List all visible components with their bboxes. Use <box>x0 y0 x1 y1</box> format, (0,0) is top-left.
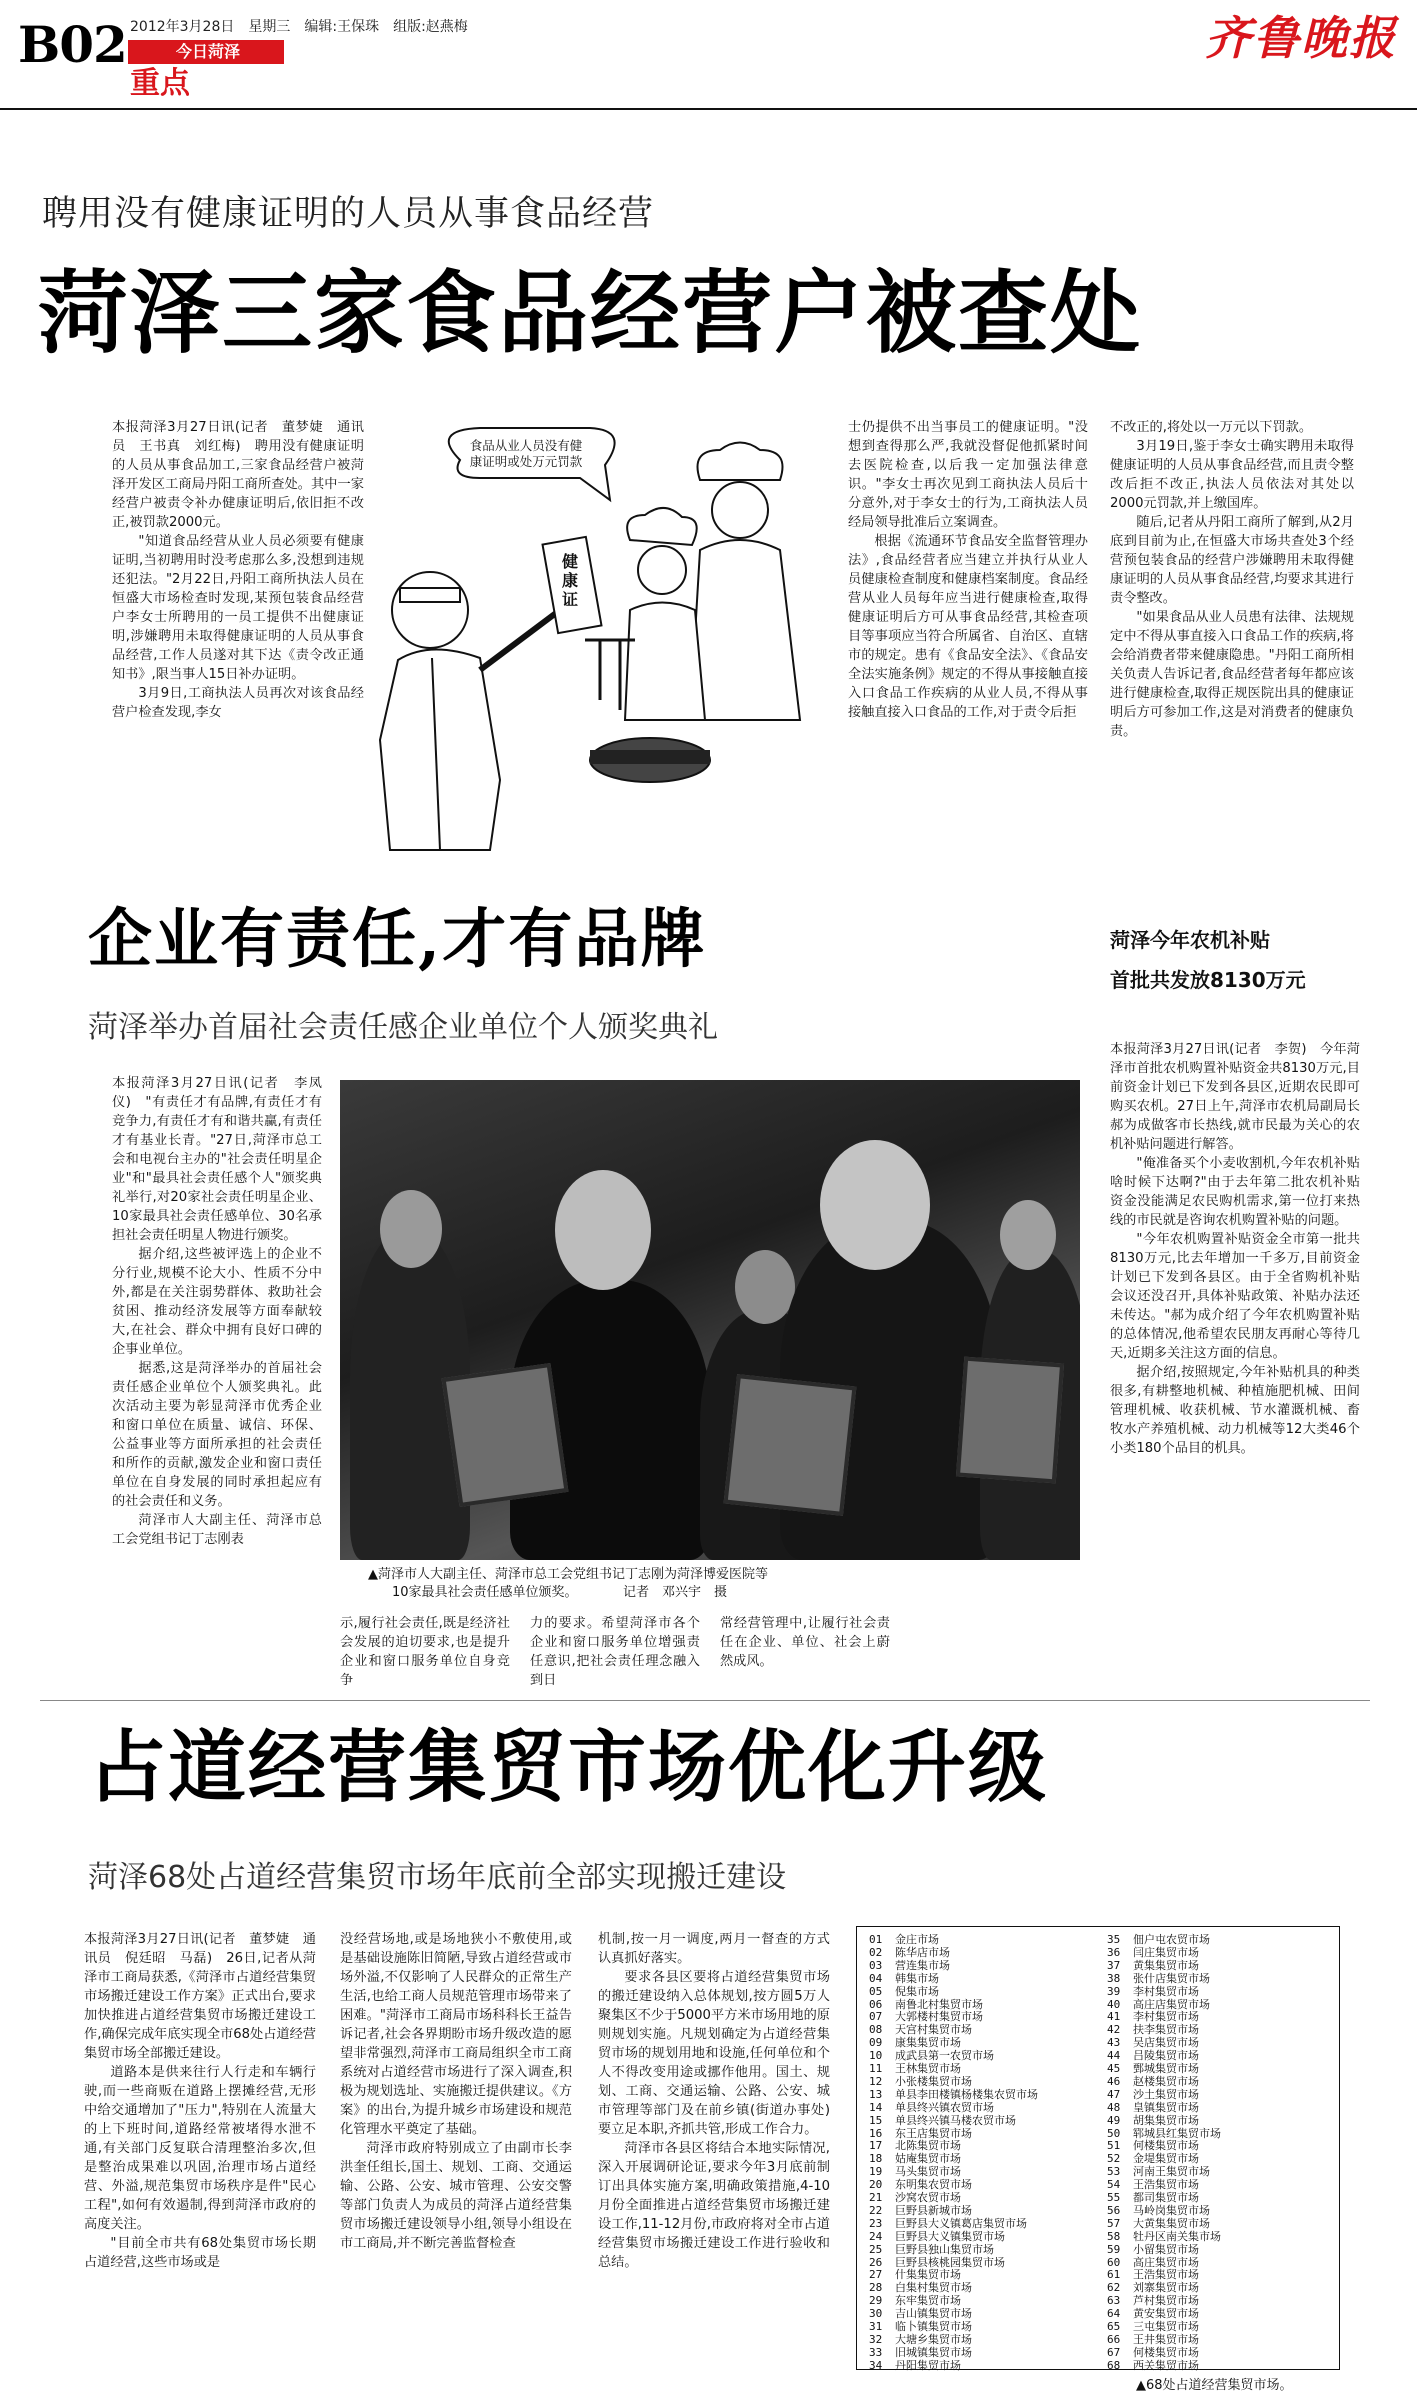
story1-col3 <box>1110 418 1354 858</box>
story1-paragraph: 士仍提供不出当事员工的健康证明。"没想到查得那么严,我就没督促他抓紧时间去医院检查,以后我一定加强法律意识。"李女士再次见到工商执法人员后十分意外,对于李女士的行为,工商执法人员经局领导批准后立案调查。 <box>848 420 1088 530</box>
market-number: 30 <box>869 2307 883 2321</box>
market-number: 12 <box>869 2074 883 2088</box>
story3-paragraph: 菏泽市各县区将结合本地实际情况,深入开展调研论证,要求今年3月底前制订出具体实施方案,明确政策措施,4-10月份全面推进占道经营集贸市场搬迁建设工作,11-12月份,市政府将对全市占道经营集贸市场搬迁建设工作进行验收和总结。 <box>598 2141 830 2270</box>
story2-headline: 企业有责任,才有品牌 <box>88 902 707 977</box>
market-number: 67 <box>1107 2345 1121 2359</box>
market-list-item <box>1107 2333 1199 2346</box>
market-number: 04 <box>869 1971 883 1985</box>
market-number: 20 <box>869 2178 883 2192</box>
market-number: 22 <box>869 2203 883 2217</box>
story3-paragraph: 要求各县区要将占道经营集贸市场的搬迁建设纳入总体规划,按方圆5万人聚集区不少于5000平方米市场用地的原则规划实施。凡规划确定为占道经营集贸市场的规划用地和设施,任何单位和个人不得改变用途或挪作他用。国土、规划、工商、交通运输、公路、公安、城市管理等部门及在前乡镇(街道办事处)要立足本职,齐抓共管,形成工作合力。 <box>598 1970 830 2137</box>
story3-col2 <box>340 1930 572 2390</box>
cartoon-license-label: 健康证 <box>562 552 579 609</box>
market-name: 刘寨集贸市场 <box>1133 2281 1199 2295</box>
market-name: 王浩集贸市场 <box>1133 2178 1199 2192</box>
story1-paragraph: "知道食品经营从业人员必须要有健康证明,当初聘用时没考虑那么多,没想到违规还犯法。"2月22日,丹阳工商所执法人员在恒盛大市场检查时发现,某预包装食品经营户李女士所聘用的一员工提供不出健康证明,涉嫌聘用未取得健康证明的人员从事食品经营,工作人员遂对其下达《责令改正通知书》,限当事人15日补办证明。 <box>112 534 364 682</box>
market-number: 09 <box>869 2036 883 2050</box>
story3-subhead: 菏泽68处占道经营集贸市场年底前全部实现搬迁建设 <box>88 1860 787 1895</box>
sidebar-title-line2: 首批共发放8130万元 <box>1110 968 1306 992</box>
cartoon-illustration <box>370 420 830 860</box>
market-name: 大塘乡集贸市场 <box>895 2332 972 2346</box>
market-name: 都司集贸市场 <box>1133 2191 1199 2204</box>
market-number: 50 <box>1107 2126 1121 2140</box>
market-name: 成武县第一农贸市场 <box>895 2049 994 2063</box>
market-number: 31 <box>869 2320 883 2333</box>
paper-name: 齐鲁晚报 <box>1205 11 1397 65</box>
story2-bottom-col2: 力的要求。希望菏泽市各个企业和窗口服务单位增强责任意识,把社会责任理念融入到日 <box>530 1616 700 1688</box>
market-number: 41 <box>1107 2010 1121 2024</box>
date-line: 2012年3月28日 星期三 编辑:王保珠 组版:赵燕梅 <box>130 19 468 35</box>
market-list-item <box>869 2114 1016 2127</box>
story1-paragraph: 根据《流通环节食品安全监督管理办法》,食品经营者应当建立并执行从业人员健康检查制度和健康档案制度。食品经营从业人员每年应当进行健康检查,取得健康证明后方可从事食品经营,其检查项目等事项应当符合所属省、自治区、直辖市的规定。患有《食品安全法》、《食品安全法实施条例》规定的不得从事接触直接入口食品工作疾病的从业人员,不得从事接触直接入口食品的工作,对于责令后拒 <box>848 534 1088 720</box>
market-list-item <box>1107 2036 1199 2049</box>
market-list-item <box>869 2139 961 2152</box>
sidebar-title <box>1110 920 1370 1000</box>
market-name: 韩集市场 <box>895 1971 939 1985</box>
market-number: 52 <box>1107 2152 1121 2166</box>
story1-headline: 菏泽三家食品经营户被查处 <box>38 260 1142 366</box>
market-number: 35 <box>1107 1933 1121 1946</box>
market-name: 李村集贸市场 <box>1133 2010 1199 2024</box>
market-name: 吉山镇集贸市场 <box>895 2307 972 2321</box>
story1-col1 <box>112 418 364 858</box>
market-number: 60 <box>1107 2255 1121 2269</box>
story3-col3 <box>598 1930 830 2390</box>
market-number: 44 <box>1107 2049 1121 2063</box>
market-list-item <box>869 2307 972 2320</box>
market-name: 小留集贸市场 <box>1133 2242 1199 2256</box>
photo-caption-line1: ▲菏泽市人大副主任、菏泽市总工会党组书记丁志刚为菏泽博爱医院等 <box>368 1567 768 1582</box>
market-name: 陈华店市场 <box>895 1945 950 1959</box>
market-box-caption: ▲68处占道经营集贸市场。 <box>1136 2378 1293 2393</box>
market-list-item <box>1107 2023 1199 2036</box>
section-tag: 今日菏泽 <box>128 40 284 64</box>
market-name: 什集集贸市场 <box>895 2268 961 2282</box>
market-list-item <box>869 2333 972 2346</box>
market-number: 62 <box>1107 2281 1121 2295</box>
market-list-item <box>1107 1946 1199 1959</box>
market-list-item <box>1107 2049 1199 2062</box>
market-list-item <box>1107 2088 1199 2101</box>
story1-paragraph: 不改正的,将处以一万元以下罚款。 <box>1110 420 1313 435</box>
market-list-item <box>1107 2346 1199 2359</box>
market-name: 王浩集贸市场 <box>1133 2268 1199 2282</box>
story2-paragraph: 本报菏泽3月27日讯(记者 李凤仪) "有责任才有品牌,有责任才有竞争力,有责任才有和谐共赢,有责任才有基业长青。"27日,菏泽市总工会和电视台主办的"社会责任明星企业"和"最具社会责任感个人"颁奖典礼举行,对20家社会责任明星企业、10家最具社会责任感单位、30名承担社会责任明星人物进行颁奖。 <box>112 1076 322 1243</box>
market-name: 旧城镇集贸市场 <box>895 2345 972 2359</box>
market-list-item <box>1107 2320 1199 2333</box>
market-number: 05 <box>869 1984 883 1998</box>
market-number: 48 <box>1107 2100 1121 2114</box>
market-list-item <box>869 2217 1027 2230</box>
story2-col1 <box>112 1074 322 1650</box>
market-number: 56 <box>1107 2203 1121 2217</box>
market-list-item <box>1107 2010 1199 2023</box>
market-list-item <box>1107 2243 1199 2256</box>
market-list-item <box>1107 2294 1199 2307</box>
market-name: 金庄市场 <box>895 1933 939 1946</box>
market-name: 南鲁北村集贸市场 <box>895 1997 983 2011</box>
market-number: 36 <box>1107 1945 1121 1959</box>
market-number: 13 <box>869 2087 883 2101</box>
story1-paragraph: 本报菏泽3月27日讯(记者 董梦婕 通讯员 王书真 刘红梅) 聘用没有健康证明的人员从事食品加工,三家食品经营户被菏泽开发区工商局丹阳工商所查处。其中一家经营户被责令补办健康证明后,依旧拒不改正,被罚款2000元。 <box>112 420 364 530</box>
market-name: 小张楼集贸市场 <box>895 2074 972 2088</box>
story1-kicker: 聘用没有健康证明的人员从事食品经营 <box>42 194 655 234</box>
market-name: 巨野县核桃园集贸市场 <box>895 2255 1005 2269</box>
market-number: 55 <box>1107 2191 1121 2204</box>
market-number: 23 <box>869 2216 883 2230</box>
market-name: 黄安集贸市场 <box>1133 2307 1199 2321</box>
market-list-item <box>1107 2152 1199 2165</box>
market-number: 51 <box>1107 2139 1121 2153</box>
market-list-item <box>869 2243 994 2256</box>
market-name: 营连集市场 <box>895 1958 950 1972</box>
market-list-item <box>869 2281 972 2294</box>
market-list-item <box>869 1998 983 2011</box>
story3-paragraph: 机制,按一月一调度,两月一督查的方式认真抓好落实。 <box>598 1932 830 1966</box>
market-list-item <box>869 2256 1005 2269</box>
market-list-item <box>869 2062 961 2075</box>
market-number: 03 <box>869 1958 883 1972</box>
market-name: 胡集集贸市场 <box>1133 2113 1199 2127</box>
market-number: 27 <box>869 2268 883 2282</box>
market-number: 01 <box>869 1933 883 1946</box>
market-name: 单县终兴镇马楼农贸市场 <box>895 2113 1016 2127</box>
market-list-item <box>869 2320 972 2333</box>
market-name: 临卜镇集贸市场 <box>895 2320 972 2333</box>
market-number: 64 <box>1107 2307 1121 2321</box>
market-name: 马岭岗集贸市场 <box>1133 2203 1210 2217</box>
market-name: 吕陵集贸市场 <box>1133 2049 1199 2063</box>
market-list-item <box>1107 1998 1210 2011</box>
market-list-item <box>1107 2204 1210 2217</box>
market-name: 张什店集贸市场 <box>1133 1971 1210 1985</box>
market-list-item <box>1107 2165 1210 2178</box>
market-number: 38 <box>1107 1971 1121 1985</box>
market-list-item <box>869 2101 994 2114</box>
market-name: 黄集集贸市场 <box>1133 1958 1199 1972</box>
story1-paragraph: 3月9日,工商执法人员再次对该食品经营户检查发现,李女 <box>112 686 364 720</box>
market-name: 李村集贸市场 <box>1133 1984 1199 1998</box>
market-number: 37 <box>1107 1958 1121 1972</box>
sidebar-paragraph: "今年农机购置补贴资金全市第一批共8130万元,比去年增加一千多万,目前资金计划已下发到各县区。由于全省购机补贴会议还没召开,具体补贴政策、补贴办法还未传达。"郝为成介绍了今年农机购置补贴的总体情况,他希望农民朋友再耐心等待几天,近期多关注这方面的信息。 <box>1110 1232 1360 1361</box>
market-name: 皇镇集贸市场 <box>1133 2100 1199 2114</box>
page-number: B02 <box>18 15 127 74</box>
market-name: 吴店集贸市场 <box>1133 2036 1199 2050</box>
masthead <box>0 0 1417 110</box>
market-number: 61 <box>1107 2268 1121 2282</box>
market-name: 金堤集贸市场 <box>1133 2152 1199 2166</box>
market-list-item <box>1107 2139 1199 2152</box>
market-number: 07 <box>869 2010 883 2024</box>
market-name: 巨野县大义镇葛店集贸市场 <box>895 2216 1027 2230</box>
market-number: 40 <box>1107 1997 1121 2011</box>
market-list-item <box>1107 2217 1210 2230</box>
market-number: 28 <box>869 2281 883 2295</box>
market-name: 巨野县新城市场 <box>895 2203 972 2217</box>
market-list-item <box>869 2036 961 2049</box>
market-name: 单县李田楼镇杨楼集农贸市场 <box>895 2087 1038 2101</box>
market-list-item <box>1107 1985 1199 1998</box>
market-number: 21 <box>869 2191 883 2204</box>
market-number: 24 <box>869 2229 883 2243</box>
sidebar-body <box>1110 1040 1360 1680</box>
market-list-item <box>1107 2359 1199 2372</box>
market-number: 49 <box>1107 2113 1121 2127</box>
story2-subhead: 菏泽举办首届社会责任感企业单位个人颁奖典礼 <box>88 1010 718 1045</box>
market-list-item <box>869 2010 983 2023</box>
market-number: 59 <box>1107 2242 1121 2256</box>
market-list-item <box>869 2178 972 2191</box>
market-list-item <box>869 2230 1005 2243</box>
market-list-item <box>869 2294 961 2307</box>
market-name: 天宫村集贸市场 <box>895 2023 972 2037</box>
market-list-item <box>869 2204 972 2217</box>
market-name: 康集集贸市场 <box>895 2036 961 2050</box>
sidebar-title-line1: 菏泽今年农机补贴 <box>1110 928 1270 952</box>
market-name: 姑庵集贸市场 <box>895 2152 961 2166</box>
market-number: 19 <box>869 2165 883 2179</box>
market-number: 17 <box>869 2139 883 2153</box>
market-name: 何楼集贸市场 <box>1133 2139 1199 2153</box>
market-number: 32 <box>869 2332 883 2346</box>
market-name: 河南王集贸市场 <box>1133 2165 1210 2179</box>
market-name: 赵楼集贸市场 <box>1133 2074 1199 2088</box>
market-list-item <box>869 1946 950 1959</box>
market-list-item <box>1107 2230 1221 2243</box>
market-list-item <box>1107 2075 1199 2088</box>
market-list-item <box>869 2152 961 2165</box>
market-number: 34 <box>869 2358 883 2372</box>
market-name: 牡丹区南关集市场 <box>1133 2229 1221 2243</box>
market-number: 08 <box>869 2023 883 2037</box>
market-name: 何楼集贸市场 <box>1133 2345 1199 2359</box>
market-number: 53 <box>1107 2165 1121 2179</box>
story1-col2 <box>848 418 1088 858</box>
story3-headline: 占道经营集贸市场优化升级 <box>88 1722 1049 1813</box>
market-name: 北陈集贸市场 <box>895 2139 961 2153</box>
market-name: 闫庄集贸市场 <box>1133 1945 1199 1959</box>
market-list-item <box>869 2191 961 2204</box>
cartoon-speech-bubble: 食品从业人员没有健康证明或处万元罚款 <box>469 438 583 469</box>
market-number: 42 <box>1107 2023 1121 2037</box>
market-name: 马头集贸市场 <box>895 2165 961 2179</box>
market-list-item <box>869 2359 961 2372</box>
food-license-cartoon <box>370 420 830 860</box>
story3-paragraph: 没经营场地,或是场地狭小不敷使用,或是基础设施陈旧简陋,导致占道经营或市场外溢,不仅影响了人民群众的正常生产生活,也给工商人员规范管理市场带来了困难。"菏泽市工商局市场科科长王益告诉记者,社会各界期盼市场升级改造的愿望非常强烈,菏泽市工商局组织全市工商系统对占道经营市场进行了深入调查,积极为规划选址、实施搬迁提供建议。《方案》的出台,为提升城乡市场建设和规范化管理水平奠定了基础。 <box>340 1932 572 2137</box>
market-list-item <box>869 2088 1038 2101</box>
market-list-item <box>869 2127 972 2140</box>
market-number: 06 <box>869 1997 883 2011</box>
market-list-item <box>869 2268 961 2281</box>
market-list-item <box>1107 1972 1210 1985</box>
story3-paragraph: 本报菏泽3月27日讯(记者 董梦婕 通讯员 倪廷昭 马磊) 26日,记者从菏泽市工商局获悉,《菏泽市占道经营集贸市场搬迁建设工作方案》正式出台,要求加快推进占道经营集贸市场搬迁建设工作,确保完成年底实现全市68处占道经营集贸市场全部搬迁建设。 <box>84 1932 316 2061</box>
story3-col1 <box>84 1930 316 2390</box>
market-name: 西关集贸市场 <box>1133 2358 1199 2372</box>
market-number: 02 <box>869 1945 883 1959</box>
market-number: 11 <box>869 2062 883 2075</box>
market-name: 佃户屯农贸市场 <box>1133 1933 1210 1946</box>
market-name: 大黄集集贸市场 <box>1133 2216 1210 2230</box>
market-number: 63 <box>1107 2294 1121 2308</box>
market-number: 10 <box>869 2049 883 2063</box>
market-name: 大郭楼村集贸市场 <box>895 2010 983 2024</box>
market-name: 巨野县独山集贸市场 <box>895 2242 994 2256</box>
market-number: 29 <box>869 2294 883 2308</box>
story2-paragraph: 据介绍,这些被评选上的企业不分行业,规模不论大小、性质不分中外,都是在关注弱势群体、救助社会贫困、推动经济发展等方面奉献较大,在社会、群众中拥有良好口碑的企事业单位。 <box>112 1247 322 1357</box>
market-name: 东明集农贸市场 <box>895 2178 972 2192</box>
market-number: 16 <box>869 2126 883 2140</box>
market-number: 26 <box>869 2255 883 2269</box>
sidebar-paragraph: 据介绍,按照规定,今年补贴机具的种类很多,有耕整地机械、种植施肥机械、田间管理机械、收获机械、节水灌溉机械、畜牧水产养殖机械、动力机械等12大类46个小类180个品目的机具。 <box>1110 1365 1360 1456</box>
market-number: 14 <box>869 2100 883 2114</box>
story3-paragraph: 道路本是供来往行人行走和车辆行驶,而一些商贩在道路上摆摊经营,无形中给交通增加了"压力",特别在人流量大的上下班时间,道路经常被堵得水泄不通,有关部门反复联合清理整治多次,但是整治成果难以巩固,治理市场占道经营、外溢,规范集贸市场秩序是件"民心工程",如何有效遏制,得到菏泽市政府的高度关注。 <box>84 2065 316 2232</box>
market-list-item <box>1107 2114 1199 2127</box>
market-name: 鄄城集贸市场 <box>1133 2062 1199 2075</box>
story-divider <box>40 1700 1370 1701</box>
market-number: 68 <box>1107 2358 1121 2372</box>
market-list-item <box>869 2075 972 2088</box>
market-list-item <box>1107 1959 1199 1972</box>
market-name: 沙窝农贸市场 <box>895 2191 961 2204</box>
story2-bottom-col1: 示,履行社会责任,既是经济社会发展的迫切要求,也是提升企业和窗口服务单位自身竞争 <box>340 1616 510 1688</box>
market-name: 高庄店集贸市场 <box>1133 1997 1210 2011</box>
section-title: 重点 <box>130 66 190 101</box>
masthead-rule <box>0 108 1417 110</box>
market-list-item <box>869 1959 950 1972</box>
market-list-item <box>1107 2101 1199 2114</box>
market-number: 47 <box>1107 2087 1121 2101</box>
story3-paragraph: "目前全市共有68处集贸市场长期占道经营,这些市场或是 <box>84 2236 316 2270</box>
market-list-item <box>869 2346 972 2359</box>
market-list-item <box>1107 2127 1221 2140</box>
story1-paragraph: 3月19日,鉴于李女士确实聘用未取得健康证明的人员从事食品经营,而且责令整改后拒不改正,执法人员依法对其处以2000元罚款,并上缴国库。 <box>1110 439 1354 511</box>
market-name: 东王店集贸市场 <box>895 2126 972 2140</box>
market-list-item <box>869 1933 939 1946</box>
market-list-item <box>869 2049 994 2062</box>
market-number: 25 <box>869 2242 883 2256</box>
market-number: 46 <box>1107 2074 1121 2088</box>
market-name: 王林集贸市场 <box>895 2062 961 2075</box>
market-number: 66 <box>1107 2332 1121 2346</box>
market-list-item <box>1107 2256 1199 2269</box>
market-number: 15 <box>869 2113 883 2127</box>
market-name: 高庄集贸市场 <box>1133 2255 1199 2269</box>
story2-paragraph: 菏泽市人大副主任、菏泽市总工会党组书记丁志刚表 <box>112 1513 322 1547</box>
market-name: 芦村集贸市场 <box>1133 2294 1199 2308</box>
market-number: 33 <box>869 2345 883 2359</box>
story1-paragraph: "如果食品从业人员患有法律、法规规定中不得从事直接入口食品工作的疾病,将会给消费者带来健康隐患。"丹阳工商所相关负责人告诉记者,食品经营者每年都应该进行健康检查,取得正规医院出具的健康证明后方可参加工作,这是对消费者的健康负责。 <box>1110 610 1354 739</box>
market-list-item <box>1107 2191 1199 2204</box>
market-name: 丹阳集贸市场 <box>895 2358 961 2372</box>
story2-paragraph: 据悉,这是菏泽举办的首届社会责任感企业单位个人颁奖典礼。此次活动主要为彰显菏泽市优秀企业和窗口单位在质量、诚信、环保、公益事业等方面所承担的社会责任和所作的贡献,激发企业和窗口责任单位在自身发展的同时承担起应有的社会责任和义务。 <box>112 1361 322 1509</box>
market-name: 巨野县大义镇集贸市场 <box>895 2229 1005 2243</box>
story1-paragraph: 随后,记者从丹阳工商所了解到,从2月底到目前为止,在恒盛大市场共查处3个经营预包装食品的经营户涉嫌聘用未取得健康证明的人员从事食品经营,均要求其进行责令整改。 <box>1110 515 1354 606</box>
market-name: 东牢集贸市场 <box>895 2294 961 2308</box>
market-number: 39 <box>1107 1984 1121 1998</box>
photo-caption-line2: 10家最具社会责任感单位颁奖。 记者 邓兴宇 摄 <box>392 1585 728 1600</box>
market-name: 白集村集贸市场 <box>895 2281 972 2295</box>
market-number: 18 <box>869 2152 883 2166</box>
sidebar-paragraph: "俺准备买个小麦收割机,今年农机补贴啥时候下达啊?"由于去年第二批农机补贴资金没能满足农民购机需求,第一位打来热线的市民就是咨询农机购置补贴的问题。 <box>1110 1156 1360 1228</box>
market-name: 郓城县红集贸市场 <box>1133 2126 1221 2140</box>
sidebar-paragraph: 本报菏泽3月27日讯(记者 李贺) 今年菏泽市首批农机购置补贴资金共8130万元,目前资金计划已下发到各县区,近期农民即可购买农机。27日上午,菏泽市农机局副局长郝为成做客市长热线,就市民最为关心的农机补贴问题进行解答。 <box>1110 1042 1360 1152</box>
market-list-item <box>1107 2268 1199 2281</box>
market-number: 54 <box>1107 2178 1121 2192</box>
market-name: 单县终兴镇农贸市场 <box>895 2100 994 2114</box>
market-list-item <box>869 1972 939 1985</box>
market-name: 扶李集贸市场 <box>1133 2023 1199 2037</box>
market-number: 43 <box>1107 2036 1121 2050</box>
market-number: 58 <box>1107 2229 1121 2243</box>
market-list-item <box>869 2023 972 2036</box>
market-list-item <box>1107 2307 1199 2320</box>
market-number: 65 <box>1107 2320 1121 2333</box>
market-number: 57 <box>1107 2216 1121 2230</box>
market-name: 三屯集贸市场 <box>1133 2320 1199 2333</box>
market-list-item <box>1107 1933 1210 1946</box>
market-list-item <box>1107 2281 1199 2294</box>
market-list-item <box>1107 2178 1199 2191</box>
story3-paragraph: 菏泽市政府特别成立了由副市长李洪奎任组长,国土、规划、工商、交通运输、公路、公安、城市管理、公安交警等部门负责人为成员的菏泽占道经营集贸市场搬迁建设领导小组,领导小组设在市工商局,并不断完善监督检查 <box>340 2141 572 2251</box>
market-list-item <box>869 2165 961 2178</box>
story2-bottom-col3: 常经营管理中,让履行社会责任在企业、单位、社会上蔚然成风。 <box>720 1616 890 1669</box>
market-number: 45 <box>1107 2062 1121 2075</box>
market-list-box <box>856 1926 1340 2370</box>
market-name: 沙土集贸市场 <box>1133 2087 1199 2101</box>
market-name: 倪集市场 <box>895 1984 939 1998</box>
market-list-item <box>869 1985 939 1998</box>
award-ceremony-photo <box>340 1080 1080 1560</box>
market-list-item <box>1107 2062 1199 2075</box>
market-name: 王井集贸市场 <box>1133 2332 1199 2346</box>
